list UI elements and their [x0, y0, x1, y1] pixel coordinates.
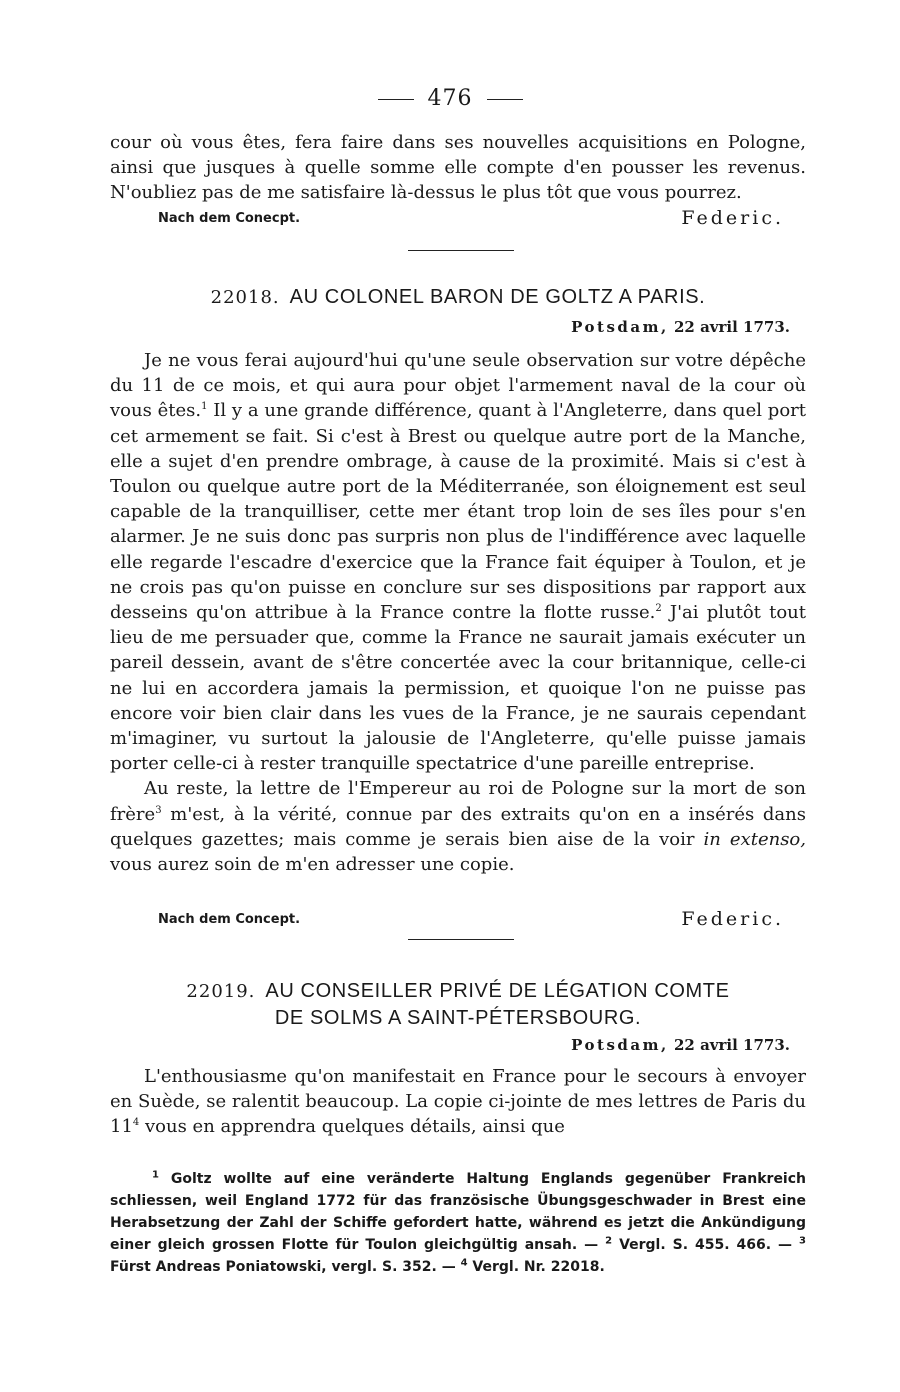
footnote-text: Vergl. S. 455. 466. —: [612, 1237, 800, 1253]
dateline-place: Potsdam,: [571, 318, 669, 336]
letter-body-22018: [110, 348, 806, 877]
header-dash-left: [378, 99, 414, 100]
separator-rule: [408, 939, 514, 940]
title-line-1: [110, 978, 806, 1005]
footnote-text: Fürst Andreas Poniatowski, vergl. S. 352. —: [110, 1259, 461, 1275]
paragraph-text: Je ne vous ferai aujourd'hui qu'une seule observation sur votre dépêche du 11 de ce mois, et qui aura pour objet l'armement naval de la cour où vous êtes.: [110, 350, 806, 422]
footnotes: [110, 1168, 806, 1278]
letter-body-22019: [110, 1064, 806, 1140]
dateline-22019: [571, 1036, 790, 1054]
letter-addressee: AU COLONEL BARON DE GOLTZ A PARIS.: [289, 286, 706, 308]
letter-number: 22018.: [210, 287, 280, 308]
header-dash-right: [487, 99, 523, 100]
signature: Federic.: [681, 908, 784, 930]
dateline-date: 22 avril 1773.: [673, 318, 790, 336]
footnote-ref: 3: [155, 804, 162, 816]
dateline-22018: [571, 318, 790, 336]
footnote-block: [110, 1168, 806, 1278]
source-note: Nach dem Concept.: [158, 912, 301, 927]
paragraph-text: m'est, à la vérité, connue par des extraits qu'on en a insérés dans quelques gazettes; mais comme je serais bien aise de la voir: [110, 803, 806, 850]
letter-title-22019: [110, 978, 806, 1031]
footnote-mark: 2: [605, 1235, 613, 1247]
paragraph-text: Il y a une grande différence, quant à l'Angleterre, dans quel port cet armement se fait. Si c'est à Brest ou quelque autre port de la Manche, elle a sujet d'en prendre ombrage, à cause de la proximité. Mais si c'est à Toulon ou quelque autre port de la Méditerranée, son éloignement est seul capable de la tranquilliser, cette mer étant trop loin de ses îles pour s'en alarmer. Je ne suis donc pas surpris non plus de l'indifférence avec laquelle elle regarde l'escadre d'exercice que la France fait équiper à Toulon, et je ne crois pas qu'on puisse en conclure sur ses dispositions par rapport aux desseins qu'on attribue à la France contre la flotte russe.: [110, 400, 807, 624]
title-line-2: DE SOLMS A SAINT-PÉTERSBOURG.: [274, 1007, 642, 1029]
paragraph-text: vous aurez soin de m'en adresser une copie.: [110, 854, 515, 876]
paragraph-text: J'ai plutôt tout lieu de me persuader que, comme la France ne saurait jamais exécuter un pareil dessein, avant de s'être concertée avec la cour britannique, celle-ci ne lui en accordera jamais la permission, et quoique l'on ne puisse pas encore voir bien clair dans les vues de la France, je ne saurais cependant m'imaginer, vu surtout la jalousie de l'Angleterre, qu'elle puisse jamais porter celle-ci à rester tranquille spectatrice d'une pareille entreprise.: [110, 602, 807, 775]
letter-paragraph: [110, 776, 806, 877]
letter-paragraph: [110, 1064, 806, 1140]
footnote-text: Vergl. Nr. 22018.: [467, 1259, 605, 1275]
page-header: [0, 86, 900, 111]
letter-number: 22019.: [186, 981, 256, 1002]
footnote-ref: 2: [655, 603, 662, 615]
footnote-text: Goltz wollte auf eine veränderte Haltung Englands gegenüber Frankreich schliessen, weil England 1772 für das französische Übungsgeschwader in Brest eine Herabsetzung der Zahl der Schiffe gefordert hatte, während es jetzt die Ankündigung einer gleich grossen Flotte für Toulon gleichgültig ansah. —: [110, 1171, 806, 1253]
top-closing: [158, 207, 784, 233]
letter-addressee: AU CONSEILLER PRIVÉ DE LÉGATION COMTE: [265, 980, 730, 1002]
footnote-ref: 4: [132, 1117, 140, 1129]
footnote-mark: 1: [152, 1169, 159, 1181]
closing-22018: [158, 908, 784, 934]
continued-paragraph: cour où vous êtes, fera faire dans ses nouvelles acquisitions en Pologne, ainsi que jusques à quelle somme elle compte d'en pousser les revenus. N'oubliez pas de me satisfaire là-dessus le plus tôt que vous pourrez.: [110, 132, 806, 204]
top-signature: Federic.: [681, 207, 784, 229]
dateline-date: 22 avril 1773.: [673, 1036, 790, 1054]
dateline-place: Potsdam,: [571, 1036, 669, 1054]
page-number: 476: [427, 86, 473, 111]
paragraph-text: L'enthousiasme qu'on manifestait en France pour le secours à envoyer en Suède, se ralentit beaucoup. La copie ci-jointe de mes lettres de Paris du 11: [110, 1066, 806, 1138]
letter-paragraph: [110, 348, 806, 776]
footnote-mark: 3: [799, 1235, 806, 1247]
footnote-mark: 4: [460, 1257, 468, 1269]
separator-rule: [408, 250, 514, 251]
paragraph-text: Au reste, la lettre de l'Empereur au roi de Pologne sur la mort de son frère: [110, 778, 806, 825]
letter-title-22018: [110, 286, 806, 309]
continued-text: [110, 130, 806, 206]
italic-text: in extenso,: [703, 828, 806, 850]
paragraph-text: vous en apprendra quelques détails, ainsi que: [139, 1116, 565, 1138]
top-source-note: Nach dem Conecpt.: [158, 211, 301, 226]
footnote-ref: 1: [201, 401, 208, 413]
